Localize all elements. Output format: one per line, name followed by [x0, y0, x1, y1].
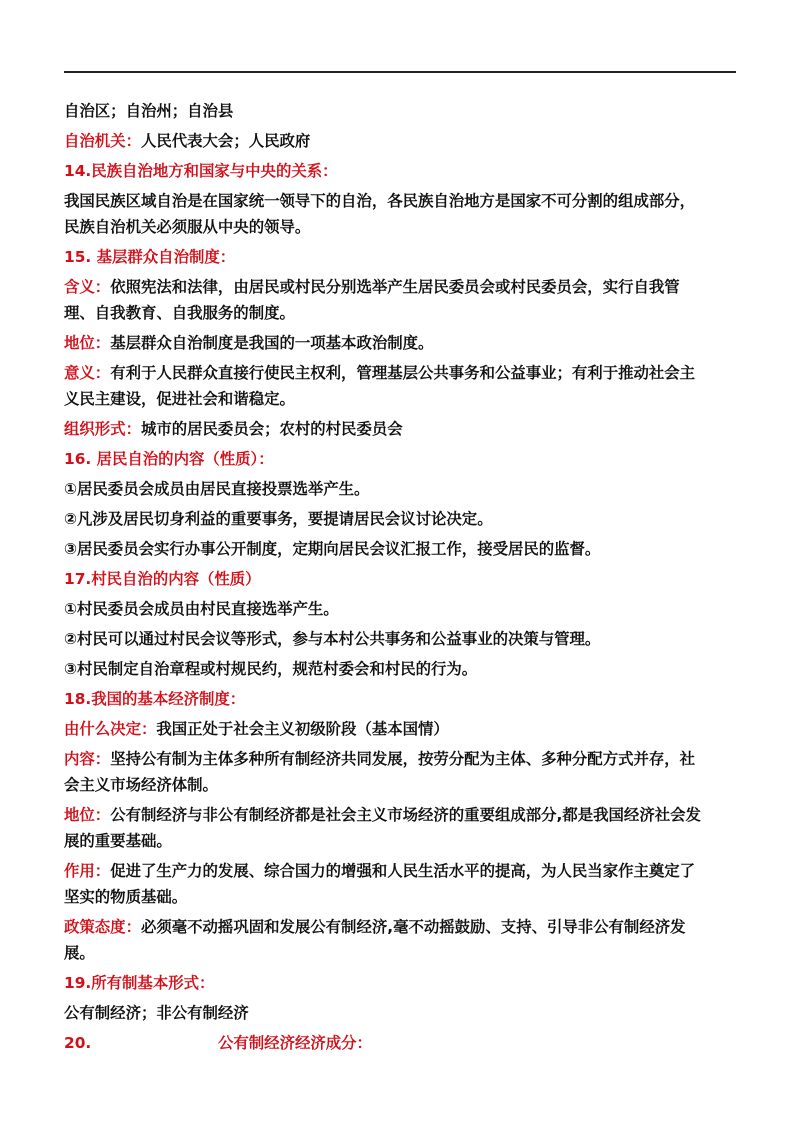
- content-label: 内容：: [64, 750, 111, 768]
- meaning-line-2: 理、自我教育、自我服务的制度。: [64, 304, 295, 322]
- heading-20-number: 20.: [64, 1034, 92, 1052]
- resident-item-1: ①居民委员会成员由居民直接投票选举产生。: [64, 480, 370, 498]
- policy-line: [64, 914, 738, 940]
- paragraph-14-line2: 民族自治机关必须服从中央的领导。: [64, 218, 311, 236]
- status-label-18: 地位：: [64, 806, 111, 824]
- ownership-forms: 公有制经济；非公有制经济: [64, 1004, 249, 1022]
- org-form-text: 城市的居民委员会；农村的村民委员会: [140, 420, 403, 438]
- status-line-15: [64, 330, 738, 356]
- village-item-1: ①村民委员会成员由村民直接选举产生。: [64, 600, 339, 618]
- significance-line-2: 义民主建设，促进社会和谐稳定。: [64, 390, 295, 408]
- content-line: [64, 746, 738, 772]
- autonomy-organs-line: [64, 128, 738, 154]
- determined-by-label: 由什么决定：: [64, 720, 157, 738]
- significance-text: 有利于人民群众直接行使民主权利，管理基层公共事务和公益事业；有利于推动社会主: [110, 364, 696, 382]
- policy-line-2: 展。: [64, 944, 95, 962]
- meaning-label: 含义：: [64, 278, 111, 296]
- determined-by-line: [64, 716, 738, 742]
- autonomy-levels: 自治区；自治州；自治县: [64, 102, 234, 120]
- village-item-2: ②村民可以通过村民会议等形式，参与本村公共事务和公益事业的决策与管理。: [64, 630, 601, 648]
- significance-line: [64, 360, 738, 386]
- effect-text: 促进了生产力的发展、综合国力的增强和人民生活水平的提高，为人民当家作主奠定了: [110, 862, 696, 880]
- status-line-18-2: 展的重要基础。: [64, 832, 172, 850]
- content-text: 坚持公有制为主体多种所有制经济共同发展，按劳分配为主体、多种分配方式并存，社: [110, 750, 696, 768]
- heading-14: 14.民族自治地方和国家与中央的关系：: [64, 162, 338, 180]
- meaning-line: [64, 274, 738, 300]
- status-text-15: 基层群众自治制度是我国的一项基本政治制度。: [110, 334, 434, 352]
- paragraph-14-line1: 我国民族区域自治是在国家统一领导下的自治，各民族自治地方是国家不可分割的组成部分，: [64, 192, 696, 210]
- status-label-15: 地位：: [64, 334, 111, 352]
- effect-label: 作用：: [64, 862, 111, 880]
- policy-label: 政策态度：: [64, 918, 141, 936]
- status-line-18: [64, 802, 738, 828]
- autonomy-organs-label: 自治机关：: [64, 132, 141, 150]
- effect-line: [64, 858, 738, 884]
- resident-item-2: ②凡涉及居民切身利益的重要事务，要提请居民会议讨论决定。: [64, 510, 493, 528]
- heading-19: 19.所有制基本形式：: [64, 974, 215, 992]
- policy-text: 必须毫不动摇巩固和发展公有制经济,毫不动摇鼓励、支持、引导非公有制经济发: [140, 918, 686, 936]
- document-body: [64, 98, 738, 1056]
- heading-17: 17.村民自治的内容（性质）: [64, 570, 261, 588]
- resident-item-3: ③居民委员会实行办事公开制度，定期向居民会议汇报工作，接受居民的监督。: [64, 540, 601, 558]
- autonomy-organs-text: 人民代表大会；人民政府: [140, 132, 311, 150]
- heading-18: 18.我国的基本经济制度：: [64, 690, 246, 708]
- significance-label: 意义：: [64, 364, 111, 382]
- status-text-18: 公有制经济与非公有制经济都是社会主义市场经济的重要组成部分,都是我国经济社会发: [110, 806, 701, 824]
- village-item-3: ③村民制定自治章程或村规民约，规范村委会和村民的行为。: [64, 660, 478, 678]
- heading-15: 15. 基层群众自治制度：: [64, 248, 236, 266]
- org-form-label: 组织形式：: [64, 420, 141, 438]
- content-line-2: 会主义市场经济体制。: [64, 776, 218, 794]
- header-rule: [64, 71, 736, 73]
- heading-20: [64, 1030, 738, 1056]
- determined-by-text: 我国正处于社会主义初级阶段（基本国情）: [156, 720, 449, 738]
- meaning-text: 依照宪法和法律，由居民或村民分别选举产生居民委员会或村民委员会，实行自我管: [110, 278, 680, 296]
- org-form-line: [64, 416, 738, 442]
- heading-16: 16. 居民自治的内容（性质）：: [64, 450, 274, 468]
- heading-20-text: 公有制经济经济成分：: [218, 1034, 372, 1052]
- effect-line-2: 坚实的物质基础。: [64, 888, 188, 906]
